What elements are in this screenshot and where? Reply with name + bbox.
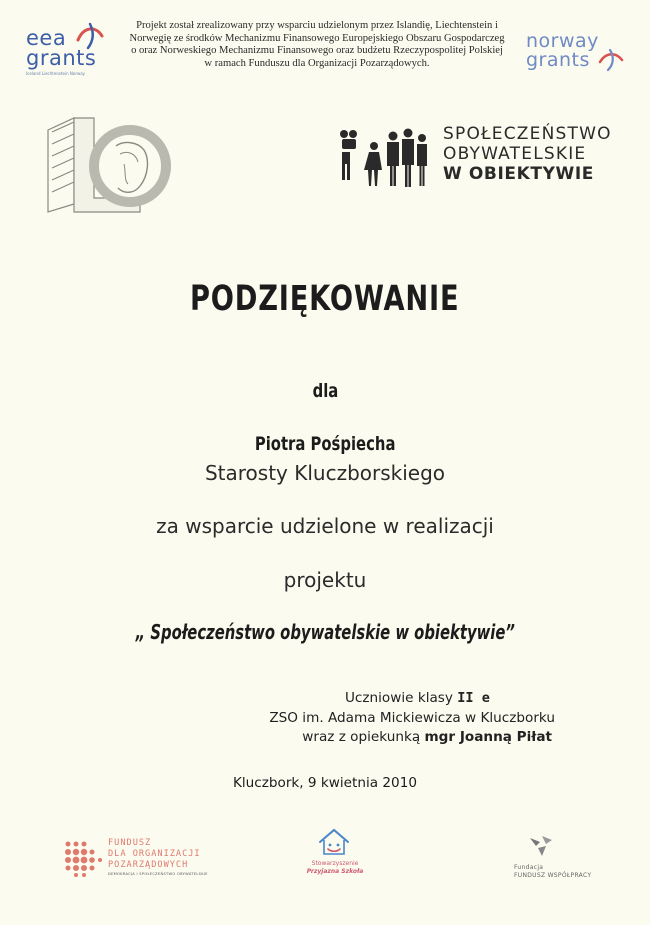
project-logo-line: OBYWATELSKIE [443, 144, 587, 164]
fundusz-logo-text [108, 838, 201, 871]
guardian-name: mgr Joanną Piłat [424, 729, 552, 745]
fundusz-dots-icon [62, 838, 104, 878]
norway-word: norway [526, 30, 599, 52]
fundusz-line: DLA ORGANIZACJI [108, 849, 201, 859]
eea-grants-swirl-icon [74, 22, 106, 50]
funding-note [112, 20, 522, 70]
eea-grants-logo [26, 22, 110, 82]
eea-word: eea [26, 26, 67, 50]
school-lo-logo [44, 114, 172, 216]
fw-line: FUNDUSZ WSPÓŁPRACY [514, 872, 592, 879]
funding-note-line: w ramach Funduszu dla Organizacji Pozarządowych. [204, 57, 430, 69]
project-logo-line: W OBIEKTYWIE [443, 164, 594, 184]
guardian-line: wraz z opiekunką mgr Joanną Piłat [302, 729, 552, 745]
funding-note-line: Projekt został zrealizowany przy wsparciu udzielonym przez Islandię, Liechtenstein i [136, 20, 498, 31]
grants-word: grants [26, 46, 97, 70]
pszk-line: Stowarzyszenie [311, 860, 359, 867]
date-line: Kluczbork, 9 kwietnia 2010 [232, 775, 418, 791]
funding-note-line: Norwegię ze środków Mechanizmu Finansowego Europejskiego Obszaru Gospodarczeg [129, 32, 505, 44]
recipient-name: Piotra Pośpiecha [254, 433, 396, 455]
school-line: ZSO im. Adama Mickiewicza w Kluczborku [269, 710, 555, 726]
fundusz-wspolpracy-text [514, 864, 591, 880]
funding-note-line: o oraz Norweskiego Mechanizmu Finansowego oraz budżetu Rzeczypospolitej Polskiej [131, 45, 503, 57]
recipient-role: Starosty Kluczborskiego [204, 461, 446, 485]
certificate-title: PODZIĘKOWANIE [190, 279, 460, 319]
people-camera-icon [336, 124, 432, 190]
friendly-school-text [296, 860, 374, 876]
norway-grants-logo [526, 32, 626, 78]
project-logo-title [443, 124, 612, 184]
fundusz-wspolpracy-icon [528, 834, 556, 858]
thanks-reason: za wsparcie udzielone w realizacji [156, 514, 494, 538]
for-word: dla [312, 380, 338, 402]
fundusz-line: POZARZĄDOWYCH [108, 860, 189, 870]
fundusz-line: FUNDUSZ [108, 838, 152, 848]
project-name: „ Społeczeństwo obywatelskie w obiektywie” [135, 620, 515, 644]
class-name: II e [457, 690, 490, 706]
fw-line: Fundacja [514, 864, 544, 871]
norway-grants-word: grants [526, 49, 590, 71]
project-logo-line: SPOŁECZEŃSTWO [443, 124, 612, 144]
students-line: Uczniowie klasy II e [344, 690, 490, 706]
friendly-school-house-icon [316, 826, 352, 858]
project-word: projektu [283, 568, 367, 592]
eea-countries: Iceland Liechtenstein Norway [26, 71, 86, 76]
norway-grants-swirl-icon [598, 48, 624, 72]
fundusz-subtitle: DEMOKRACJA I SPOŁECZEŃSTWO OBYWATELSKIE [108, 872, 208, 876]
pszk-line: Przyjazna Szkoła [306, 868, 364, 875]
